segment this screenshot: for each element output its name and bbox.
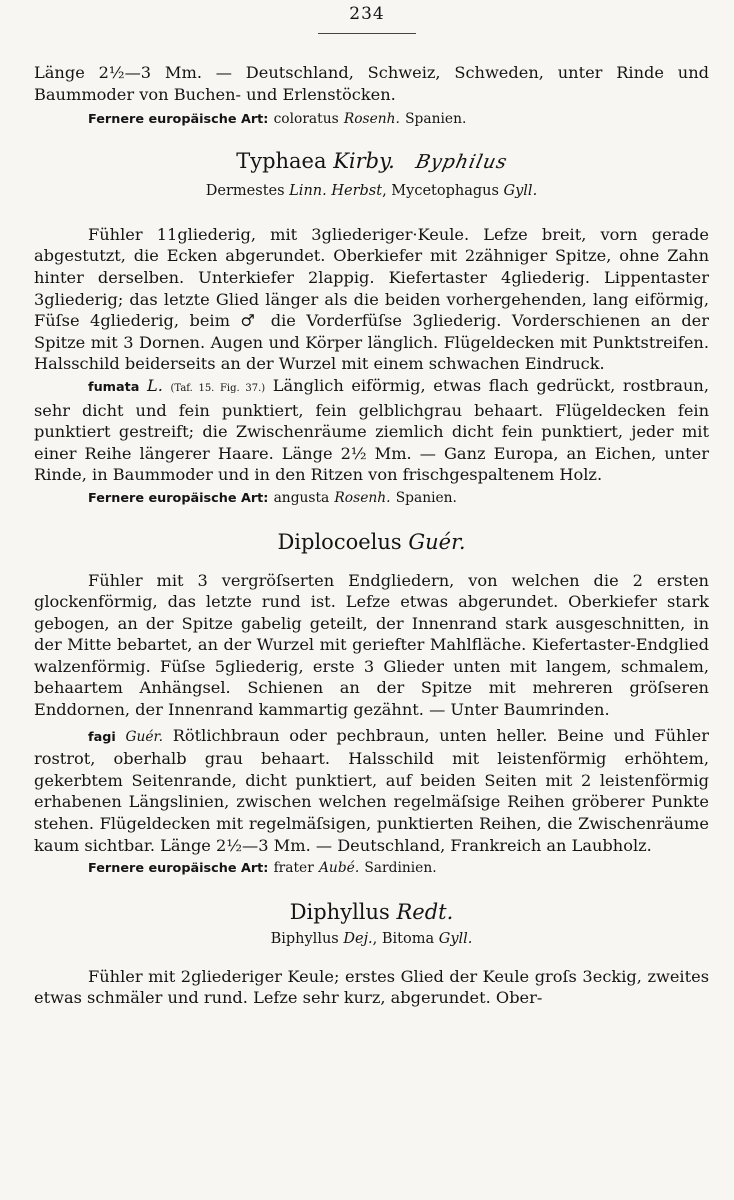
genus-name: Diplocoelus [277, 529, 402, 554]
page-body [34, 62, 709, 1009]
other-species-author: Rosenh. [334, 489, 391, 506]
species-entry-fagi [34, 725, 709, 857]
genus-name: Diphyllus [289, 899, 390, 924]
other-species-author: Aubé. [318, 860, 360, 877]
synonym-author: Linn. [289, 182, 327, 199]
plate-reference: (Taf. 15. Fig. 37.) [170, 382, 266, 394]
other-species-author: Rosenh. [343, 111, 400, 128]
synonym-name: Bitoma [381, 930, 435, 947]
synonym-name: Mycetophagus [391, 182, 499, 199]
species-description: Länglich eiförmig, etwas flach gedrückt, rostbraun, sehr dicht und fein punktiert, fein gelblichgrau behaart. Flügeldecken fein punktiert gestreift; die Zwischenräume ziemlich dicht fein punktiert, jeder mit einer Reihe längerer Haare. Länge 2½ Mm. — Ganz Europa, an Eichen, unter Rinde, in Baummoder und in den Ritzen von frischgespaltenem Holz. [34, 375, 709, 485]
page-number: 234 [349, 4, 385, 24]
genus-heading-diphyllus [34, 898, 709, 926]
species-author: L. [147, 375, 163, 395]
species-name: fumata [88, 379, 140, 395]
other-species-name: coloratus [273, 111, 339, 128]
genus-synonyms-diphyllus: Biphyllus Dej., Bitoma Gyll. [270, 930, 473, 947]
other-species-label: Fernere europäische Art: [88, 112, 269, 128]
genus-synonyms-typhaea: Dermestes Linn. Herbst, Mycetophagus Gyll. [205, 182, 538, 199]
handwritten-annotation: Byphilus [413, 150, 510, 173]
species-description: Rötlichbraun oder pechbraun, unten heller. Beine und Fühler rostrot, oberhalb grau behaart. Halsschild mit leistenförmig erhöhtem, gekerbtem Seitenrande, dicht punktiert, auf beiden Seiten mit 2 leistenförmig erhabenen Längslinien, zwischen welchen regelmäſsige Reihen gröberer Punkte stehen. Flügeldecken mit regelmäſsigen, punktierten Reihen, die Zwischenräume kaum sichtbar. Länge 2½—3 Mm. — Deutschland, Frankreich an Laubholz. [34, 725, 709, 855]
species-name: fagi [88, 729, 116, 745]
other-species-name: frater [273, 860, 314, 877]
other-species-region: Spanien. [395, 489, 457, 506]
species-author: Guér. [125, 728, 163, 745]
genus-author: Guér. [408, 529, 466, 554]
synonym-name: Dermestes [205, 182, 285, 199]
synonym-author: Dej. [343, 930, 373, 947]
genus-heading-typhaea [34, 147, 709, 176]
genus-description-diplocoelus: Fühler mit 3 vergröſserten Endgliedern, von welchen die 2 ersten glockenförmig, das letzte rund ist. Lefze etwas abgerundet. Oberkiefer stark gebogen, an der Spitze gabelig geteilt, der Innenrand stark ausgeschnitten, in der Mitte bebartet, an der Wurzel mit geriefter Mahlfläche. Kiefertaster-Endglied walzenförmig. Füſse 5gliederig, erste 3 Glieder unten mit langem, schmalem, behaartem Anhängsel. Schienen an der Spitze mit mehreren gröſseren Enddornen, der Innenrand kammartig gezähnt. — Unter Baumrinden. [34, 570, 709, 720]
species-entry-fumata [34, 375, 709, 486]
other-species-region: Spanien. [405, 111, 467, 128]
genus-description-diphyllus: Fühler mit 2gliederiger Keule; erstes Glied der Keule groſs 3eckig, zweites etwas schmäler und rund. Lefze sehr kurz, abgerundet. Ober- [34, 966, 709, 1008]
other-species-label: Fernere europäische Art: [88, 490, 269, 506]
header-rule [318, 33, 416, 34]
other-species-name: angusta [273, 489, 330, 506]
other-species-label: Fernere europäische Art: [88, 861, 269, 877]
other-species-region: Sardinien. [364, 860, 437, 877]
synonym-name: Biphyllus [270, 930, 339, 947]
synonym-author: Gyll. [503, 182, 538, 199]
genus-description-typhaea: Fühler 11gliederig, mit 3gliederiger·Keule. Lefze breit, vorn gerade abgestutzt, die Ecken abgerundet. Oberkiefer mit 2zähniger Spitze, ohne Zahn hinter derselben. Unterkiefer 2lappig. Kiefertaster 4gliederig. Lippentaster 3gliederig; das letzte Glied länger als die beiden vorhergehenden, lang eiförmig, Füſse 4gliederig, beim ♂ die Vorderfüſse 3gliederig. Vorderschienen an der Spitze mit 3 Dornen. Augen und Körper länglich. Flügeldecken mit Punktstreifen. Halsschild beiderseits an der Wurzel mit einem schwachen Eindruck. [34, 224, 709, 374]
genus-name: Typhaea [236, 148, 327, 173]
genus-author: Redt. [396, 899, 454, 924]
diplocoelus-other-species [88, 856, 709, 880]
intro-other-species [88, 107, 709, 131]
intro-paragraph: Länge 2½—3 Mm. — Deutschland, Schweiz, Schweden, unter Rinde und Baummoder von Buchen- und Erlenstöcken. [34, 63, 709, 104]
genus-heading-diplocoelus [34, 528, 709, 556]
synonym-author: Herbst [331, 182, 383, 199]
genus-author: Kirby. [333, 148, 395, 173]
synonym-author: Gyll. [438, 930, 473, 947]
typhaea-other-species [88, 486, 709, 510]
